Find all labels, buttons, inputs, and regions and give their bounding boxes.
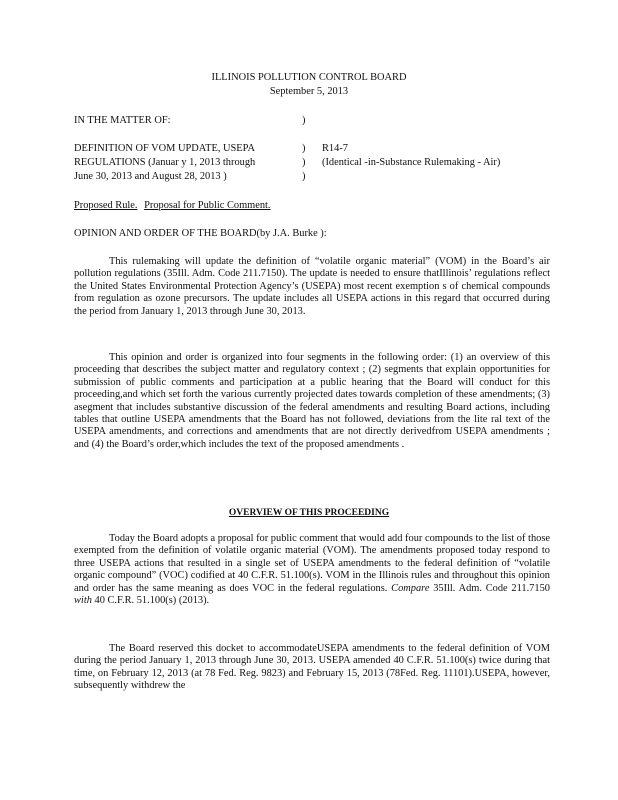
citation: 40 C.F.R. 51.100(s) (2013). [94,595,210,607]
opinion-heading-line [74,228,327,240]
compare-signal: Compare [391,582,430,594]
caption-line-2: REGULATIONS (Januar y 1, 2013 through [74,157,256,168]
paragraph-1 [74,256,550,318]
caption-paren: ) [302,157,306,168]
proposal-label: Proposal for Public Comment. [144,200,271,211]
proposed-rule-line [74,200,271,212]
paragraph-3 [74,533,550,607]
caption-paren: ) [302,115,306,126]
opinion-author: (by J.A. Burke ): [256,228,327,239]
opinion-heading: OPINION AND ORDER OF THE BOARD [74,228,257,239]
document-date: September 5, 2013 [269,86,349,97]
paragraph-2 [74,352,550,451]
proposed-rule-label: Proposed Rule. [74,200,138,211]
paragraph-text: The Board reserved this docket to accommodateUSEPA amendments to the federal definition of VOM during the period January 1, 2013 through June 30, 2013. USEPA amended 40 C.F.R. 51.100(s) twice during that time, on February 12, 2013 (at 78 Fed. Reg. 9823) and February 15, 2013 (78Fed. Reg. 11101).USEPA, however, subsequently withdrew the [74,643,550,692]
citation: 35Ill. Adm. Code 211.7150 [433,582,550,594]
overview-heading: OVERVIEW OF THIS PROCEEDING [228,508,390,518]
caption-line-3: June 30, 2013 and August 28, 2013 ) [74,171,227,182]
agency-title: ILLINOIS POLLUTION CONTROL BOARD [211,72,407,83]
paragraph-text: Today the Board adopts a proposal for public comment that would add four compounds to the list of those exempted from the definition of volatile organic material (VOM). The amendments proposed today respond to three USEPA actions that resulted in a single set of USEPA amendments to the federal definition of “volatile organic compound” (VOC) codified at 40 C.F.R. 51.100(s). VOM in the Illinois rules and throughout this opinion and order has the same meaning as does VOC in the federal regulations. Compare 35Ill. Adm. Code 211.7150 with 40 C.F.R. 51.100(s) (2013). [74,533,550,607]
paragraph-text: This opinion and order is organized into four segments in the following order: (1) an overview of this proceeding that describes the subject matter and regulatory context ; (2) segments that explain opportunities for submission of public comments and participation at a public hearing that the Board will conduct for this proceeding,and which set forth the various currently projected dates towards completion of these amendments; (3) asegment that includes substantive discussion of the federal amendments and resulting Board actions, including tables that outline USEPA amendments that the Board has not followed, deviations from the lite ral text of the USEPA amendments, and corrections and amendments that are not directly derivedfrom USEPA amendments ; and (4) the Board’s order,which includes the text of the proposed amendments . [74,352,550,450]
caption-matter: IN THE MATTER OF: [74,115,171,126]
rulemaking-type: (Identical -in-Substance Rulemaking - Air) [322,157,501,168]
docket-number: R14-7 [322,143,348,154]
caption-paren: ) [302,143,306,154]
paragraph-text: This rulemaking will update the definition of “volatile organic material” (VOM) in the Board’s air pollution regulations (35Ill. Adm. Code 211.7150). The update is needed to ensure thatIllinois’ regulations reflect the United States Environmental Protection Agency’s (USEPA) most recent exemption s of chemical compounds from regulation as ozone precursors. The update includes all USEPA actions in this regard that occurred during the period from January 1, 2013 through June 30, 2013. [74,256,550,317]
with-signal: with [74,595,92,607]
caption-line-1: DEFINITION OF VOM UPDATE, USEPA [74,143,255,154]
paragraph-4 [74,643,550,693]
caption-paren: ) [302,171,306,182]
